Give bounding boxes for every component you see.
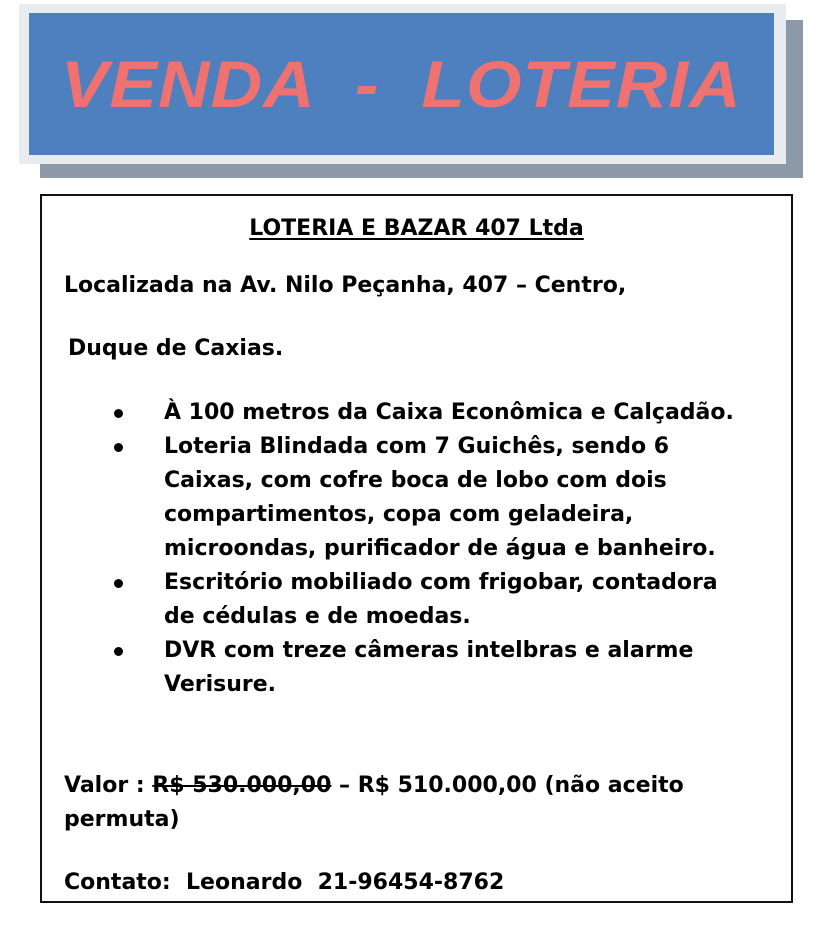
bullet-icon xyxy=(114,647,123,656)
address-text: Localizada na Av. Nilo Peçanha, 407 – Centro, xyxy=(64,273,627,298)
bullet-icon xyxy=(114,409,123,418)
feature-text: Loteria Blindada com 7 Guichês, sendo 6 Caixas, com cofre boca de lobo com dois compartimentos, copa com geladeira, microondas, purificador de água e banheiro. xyxy=(164,434,716,561)
contact-text: Contato: Leonardo 21-96454-8762 xyxy=(64,870,505,895)
feature-item xyxy=(108,396,748,430)
feature-item xyxy=(108,634,748,702)
price-line xyxy=(64,769,764,837)
feature-text: Escritório mobiliado com frigobar, contadora de cédulas e de moedas. xyxy=(164,570,718,629)
price-separator: – xyxy=(331,773,358,798)
listing-box xyxy=(40,194,793,903)
feature-item xyxy=(108,430,748,566)
banner-title: VENDA - LOTERIA xyxy=(60,47,743,121)
price-label: Valor : xyxy=(64,773,153,798)
city-text: Duque de Caxias. xyxy=(68,336,284,361)
feature-text: DVR com treze câmeras intelbras e alarme Verisure. xyxy=(164,638,694,697)
feature-text: À 100 metros da Caixa Econômica e Calçadão. xyxy=(164,400,734,425)
new-price: R$ 510.000,00 (não aceito permuta) xyxy=(64,773,684,832)
feature-item xyxy=(108,566,748,634)
sale-banner xyxy=(29,13,774,155)
bullet-icon xyxy=(114,443,123,452)
feature-list xyxy=(108,396,748,702)
company-name: LOTERIA E BAZAR 407 Ltda xyxy=(249,216,584,241)
bullet-icon xyxy=(114,579,123,588)
old-price: R$ 530.000,00 xyxy=(152,773,332,798)
